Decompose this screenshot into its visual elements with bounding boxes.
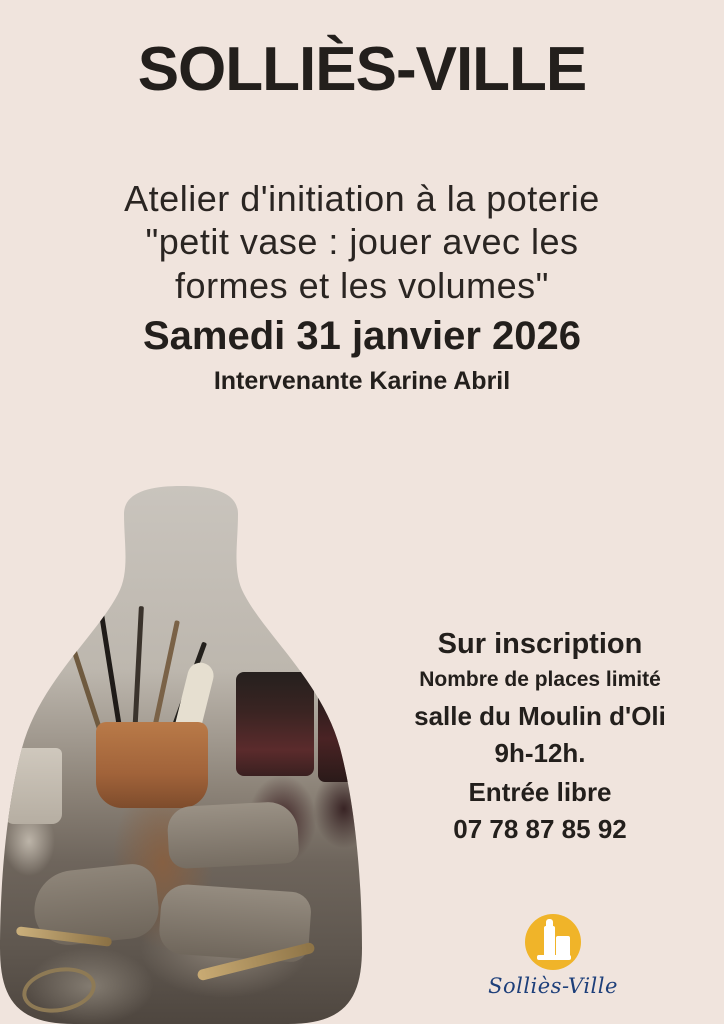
pottery-photo: [0, 486, 362, 1024]
jar-secondary-icon: [318, 686, 362, 782]
limited-places-note: Nombre de places limité: [419, 668, 661, 692]
village-tower-icon: [525, 914, 581, 970]
info-block: [390, 628, 690, 845]
pottery-photo-image: [0, 486, 362, 1024]
event-hours: 9h-12h.: [494, 737, 586, 768]
clay-pot-icon: [96, 722, 208, 808]
brush-icon: [96, 595, 123, 734]
jar-icon: [236, 672, 314, 776]
venue-name: salle du Moulin d'Oli: [414, 700, 666, 731]
base-shape: [537, 955, 571, 960]
headline-line-2: "petit vase : jouer avec les: [145, 220, 579, 262]
logo-wordmark: Solliès-Ville: [488, 974, 618, 998]
brush-icon: [132, 606, 144, 738]
headline-block: [0, 178, 724, 396]
tower-shape: [544, 926, 555, 958]
mug-icon: [4, 748, 62, 824]
clay-slab-icon: [166, 801, 299, 870]
headline-line-3: formes et les volumes": [175, 264, 549, 306]
page-title: SOLLIÈS-VILLE: [137, 35, 587, 104]
registration-note: Sur inscription: [437, 628, 643, 660]
town-logo: [478, 914, 628, 998]
event-speaker: Intervenante Karine Abril: [213, 366, 511, 395]
loop-tool-icon: [19, 962, 100, 1018]
brush-icon: [66, 631, 105, 739]
free-entry-note: Entrée libre: [468, 776, 612, 807]
headline-line-1: Atelier d'initiation à la poterie: [124, 178, 600, 219]
contact-phone: 07 78 87 85 92: [453, 814, 627, 845]
event-date: Samedi 31 janvier 2026: [142, 313, 582, 358]
